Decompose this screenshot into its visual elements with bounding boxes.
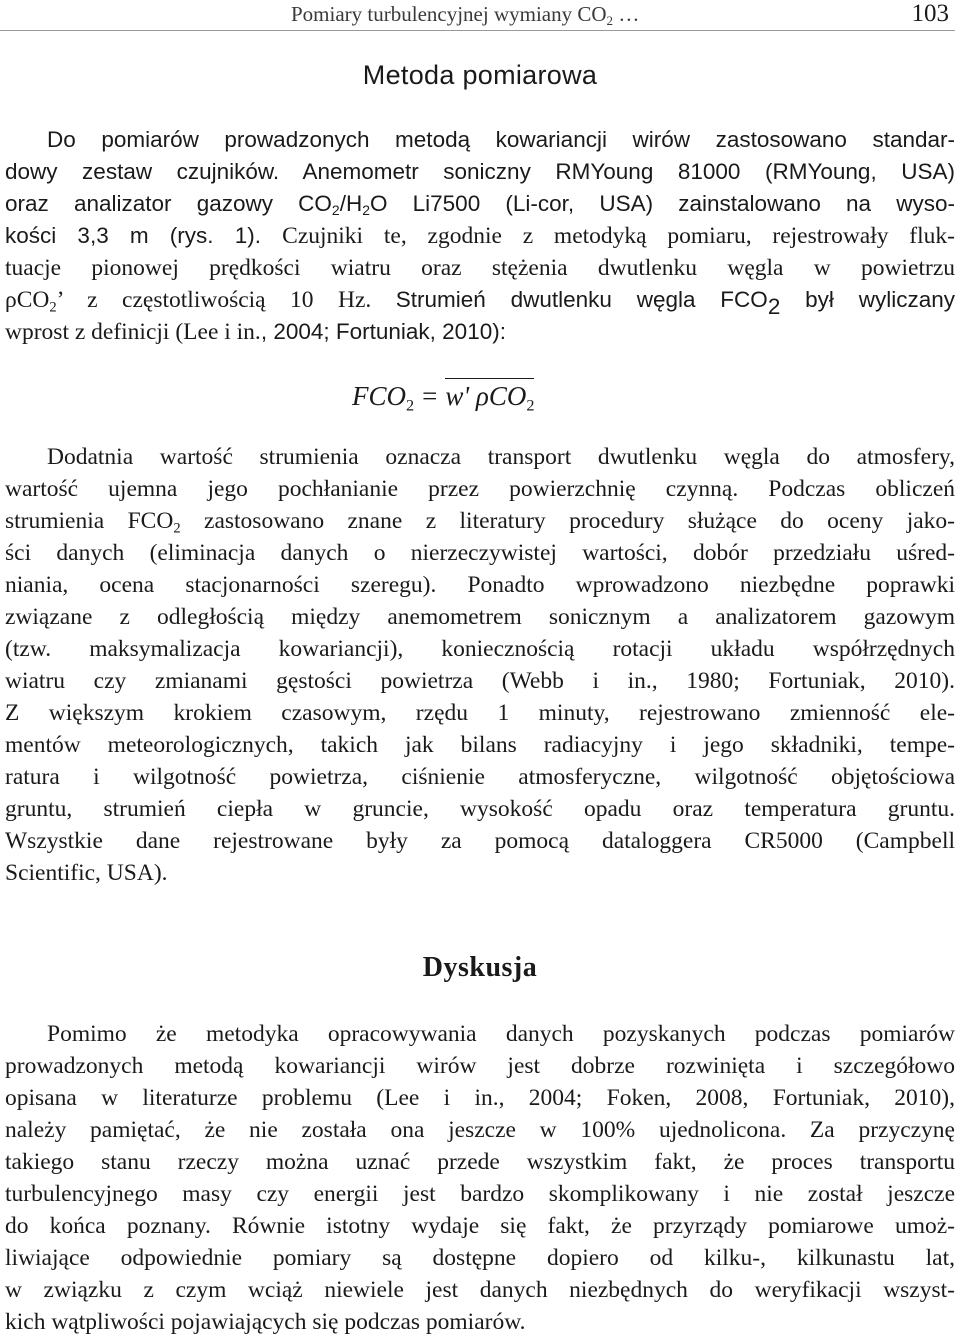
text-run: Dodatnia wartość strumienia oznacza transport dwutlenku węgla do atmosfery, — [47, 444, 955, 470]
text-run: Pomimo że metodyka opracowywania danych pozyskanych podczas pomiarów — [47, 1021, 955, 1047]
page-number: 103 — [911, 0, 949, 27]
running-title-ellipsis: … — [613, 2, 640, 26]
text-line — [5, 793, 955, 825]
text-line — [5, 473, 955, 505]
text-run: Podczas obliczeń — [768, 476, 955, 502]
section-heading-method: Metoda pomiarowa — [362, 60, 598, 90]
text-line — [5, 124, 955, 156]
text-line — [5, 284, 955, 319]
text-run: niania, ocena stacjonarności szeregu). Ponadto wprowadzono niezbędne poprawki — [5, 572, 955, 598]
text-run: mentów meteorologicznych, takich jak bilans radiacyjny i jego składniki, tempe- — [5, 732, 955, 758]
text-run: kich wątpliwości pojawiających się podczas pomiarów. — [5, 1309, 526, 1335]
text-run: oraz analizator gazowy CO — [5, 191, 332, 216]
text-line — [5, 1082, 955, 1114]
subscript: 2 — [362, 202, 370, 219]
flux-formula — [352, 376, 534, 420]
formula-covariance-overline — [445, 378, 534, 413]
text-run: należy pamiętać, że nie została ona jeszcze w 100% ujednolicona. Za przyczynę — [5, 1117, 955, 1143]
text-line — [5, 761, 955, 793]
formula-subscript: 2 — [406, 396, 415, 415]
text-line — [5, 188, 955, 220]
text-run: kości 3,3 m (rys. 1). — [5, 223, 283, 248]
formula-subscript: 2 — [526, 396, 535, 415]
text-run: /H — [339, 191, 363, 216]
text-line — [5, 1274, 955, 1306]
running-header — [0, 0, 955, 31]
text-run: związane z odległością między anemometrem sonicznym a analizatorem gazowym — [5, 604, 955, 630]
subscript: 2 — [173, 520, 181, 537]
text-run: ρCO — [5, 287, 50, 313]
text-run: w związku z czym wciąż niewiele jest danych niezbędnych do weryfikacji wszyst- — [5, 1277, 955, 1303]
subscript: 2 — [331, 202, 340, 219]
text-run: Scientific, USA). — [5, 860, 168, 886]
text-run: (tzw. maksymalizacja kowariancji), koniecznością rotacji układu współrzędnych — [5, 636, 955, 662]
text-run: Wszystkie dane rejestrowane były za pomocą dataloggera CR5000 (Campbell — [5, 828, 955, 854]
section-heading-discussion: Dyskusja — [422, 952, 538, 983]
formula-rho-co2: ρCO — [475, 381, 527, 411]
text-run: dowy zestaw czujników. Anemometr soniczny RMYoung 81000 (RMYoung, USA) — [5, 159, 955, 184]
text-line — [5, 537, 955, 569]
text-line — [5, 252, 955, 284]
subscript: 2 — [767, 293, 781, 319]
paragraph-method-details — [5, 441, 955, 889]
running-title — [291, 0, 639, 28]
text-run: wartość ujemna jego pochłanianie przez powierzchnię czynną. — [5, 476, 769, 502]
text-line — [5, 729, 955, 761]
text-line — [5, 1242, 955, 1274]
text-run: zastosowano znane z literatury procedury służące do oceny jako- — [180, 508, 955, 534]
text-run: Do pomiarów prowadzonych metodą kowariancji wirów zastosowano standar- — [47, 127, 955, 152]
text-line — [5, 1210, 955, 1242]
text-line — [5, 633, 955, 665]
text-line — [5, 857, 955, 889]
text-line — [5, 220, 955, 252]
running-title-text: Pomiary turbulencyjnej wymiany CO — [291, 2, 607, 26]
text-run: prowadzonych metodą kowariancji wirów jest dobrze rozwinięta i szczegółowo — [5, 1053, 955, 1079]
text-line — [5, 569, 955, 601]
text-run: był wyliczany — [780, 287, 955, 312]
text-run: wprost z definicji (Lee i in. — [5, 319, 261, 345]
text-line — [5, 1018, 955, 1050]
text-line — [5, 1050, 955, 1082]
text-run: do końca poznany. Równie istotny wydaje się fakt, że przyrządy pomiarowe umoż- — [5, 1213, 955, 1239]
text-run: liwiające odpowiednie pomiary są dostępne dopiero od kilku-, kilkunastu lat, — [5, 1245, 955, 1271]
text-run: opisana w literaturze problemu (Lee i in., 2004; Foken, 2008, Fortuniak, 2010), — [5, 1085, 955, 1111]
text-line — [5, 316, 955, 348]
text-run: takiego stanu rzeczy można uznać przede wszystkim fakt, że proces transportu — [5, 1149, 955, 1175]
text-run: , 2004; Fortuniak, 2010): — [260, 319, 506, 344]
running-title-subscript: 2 — [606, 12, 614, 28]
text-run: strumienia FCO — [5, 508, 174, 534]
text-run: ści danych (eliminacja danych o nierzeczywistej wartości, dobór przedziału uśred- — [5, 540, 955, 566]
text-line — [5, 1114, 955, 1146]
text-run: Strumień dwutlenku węgla FCO — [395, 287, 768, 312]
text-run: Czujniki te, zgodnie z metodyką pomiaru, rejestrowały fluk- — [282, 223, 955, 249]
text-line — [5, 505, 955, 537]
formula-w: w' — [445, 381, 470, 411]
text-run: tuacje pionowej prędkości wiatru oraz stężenia dwutlenku węgla w powietrzu — [5, 255, 955, 281]
subscript: 2 — [49, 299, 57, 316]
text-run: gruntu, strumień ciepła w gruncie, wysokość opadu oraz temperatura gruntu. — [5, 796, 955, 822]
text-run: ’ z częstotliwością 10 Hz. — [56, 287, 396, 313]
text-line — [5, 825, 955, 857]
text-line — [5, 1146, 955, 1178]
text-line — [5, 156, 955, 188]
text-run: ratura i wilgotność powietrza, ciśnienie atmosferyczne, wilgotność objętościowa — [5, 764, 955, 790]
text-line — [5, 697, 955, 729]
paragraph-discussion — [5, 1018, 955, 1338]
text-line — [5, 441, 955, 473]
text-line — [5, 1178, 955, 1210]
text-line — [5, 601, 955, 633]
paragraph-method-intro — [5, 124, 955, 348]
formula-equals: = — [422, 381, 438, 411]
text-line — [5, 1306, 955, 1338]
formula-lhs: FCO — [352, 381, 406, 411]
text-run: Z większym krokiem czasowym, rzędu 1 minuty, rejestrowano zmienność ele- — [5, 700, 955, 726]
text-run: turbulencyjnego masy czy energii jest bardzo skomplikowany i nie został jeszcze — [5, 1181, 955, 1207]
text-run: wiatru czy zmianami gęstości powietrza (Webb i in., 1980; Fortuniak, 2010). — [5, 668, 955, 694]
text-run: O Li7500 (Li-cor, USA) zainstalowano na wyso- — [369, 191, 956, 216]
text-line — [5, 665, 955, 697]
